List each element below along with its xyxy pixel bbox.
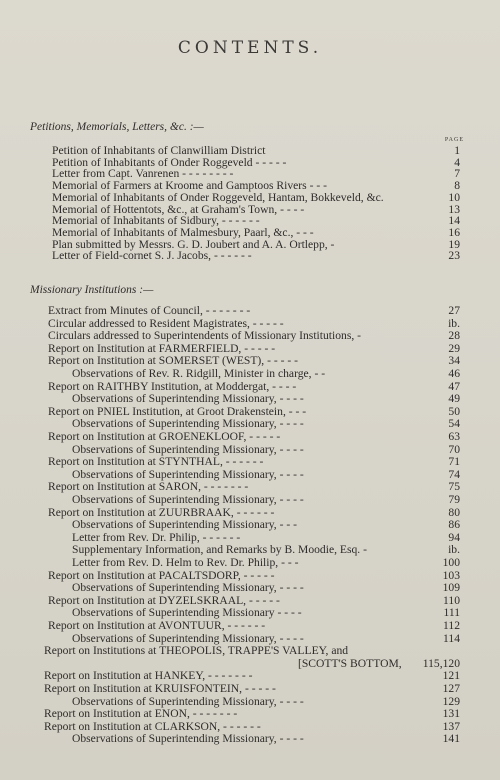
entry-page-number: 103: [442, 568, 460, 582]
entry-title: Memorial of Inhabitants of Malmesbury, Paarl, &c., - - -: [52, 225, 314, 239]
missionary-entry: [0, 469, 500, 481]
petition-entry: [0, 192, 500, 204]
entry-page-number: 111: [443, 606, 460, 620]
entry-page-number: 109: [442, 581, 460, 595]
missionary-entry: [0, 418, 500, 430]
entry-title: Letter of Field-cornet S. J. Jacobs, - - - - - -: [52, 249, 252, 263]
entry-title: Memorial of Inhabitants of Onder Roggeveld, Hantam, Bokkeveld, &c.: [52, 190, 384, 204]
missionary-entry: [0, 570, 500, 582]
entry-title: Report on Institution at HANKEY, - - - - - - -: [44, 669, 253, 683]
missionary-entry: [0, 595, 500, 607]
missionary-entry: [0, 670, 500, 682]
missionary-entry: [0, 532, 500, 544]
entry-title: Observations of Superintending Missionary, - - - -: [72, 467, 304, 481]
entry-title: Letter from Rev. Dr. Philip, - - - - - -: [72, 530, 241, 544]
missionary-entry: [0, 456, 500, 468]
entry-title: Report on PNIEL Institution, at Groot Drakenstein, - - -: [48, 404, 307, 418]
entry-page-number: 121: [442, 669, 460, 683]
entry-page-number: 115,120: [422, 656, 460, 670]
entry-page-number: 50: [448, 404, 460, 418]
entry-page-number: ib.: [448, 316, 460, 330]
entry-title: Report on Institution at ZUURBRAAK, - - - - - -: [48, 505, 275, 519]
entry-page-number: 79: [448, 493, 460, 506]
entry-page-number: 129: [442, 694, 460, 708]
missionary-entry: [0, 431, 500, 443]
entry-title: Observations of Superintending Missionary, - - - -: [72, 417, 304, 431]
entry-page-number: 7: [454, 167, 460, 181]
missionary-entry: [0, 343, 500, 355]
entry-title: Letter from Capt. Vanrenen - - - - - - - -: [52, 167, 234, 181]
page-title: CONTENTS.: [177, 38, 323, 58]
entry-title: Circular addressed to Resident Magistrates, - - - - -: [48, 316, 284, 330]
missionary-entry: [0, 507, 500, 519]
entry-title: Supplementary Information, and Remarks by B. Moodie, Esq. -: [72, 543, 367, 557]
entry-page-number: 75: [448, 480, 460, 494]
entry-title: Observations of Superintending Missionary, - - - -: [72, 392, 304, 406]
missionary-entry: [0, 381, 500, 393]
entry-title: Observations of Superintending Missionary, - - - -: [72, 732, 304, 746]
entry-title: Observations of Superintending Missionary - - - -: [72, 606, 302, 620]
entry-title: Report on Institution at FARMERFIELD, - - - - -: [48, 341, 276, 355]
entry-page-number: 137: [442, 719, 460, 733]
entry-title: Report on Institution at AVONTUUR, - - - - - -: [48, 619, 266, 632]
entry-title: Report on Institution at ENON, - - - - - - -: [44, 707, 238, 721]
entry-page-number: ib.: [448, 543, 460, 557]
entry-title: Observations of Superintending Missionary, - - - -: [72, 493, 304, 506]
entry-title: Report on Institution at SOMERSET (WEST), - - - - -: [48, 354, 298, 368]
entry-title: Memorial of Farmers at Kroome and Gamptoos Rivers - - -: [52, 179, 327, 193]
missionary-entry: [0, 494, 500, 506]
entry-title: Letter from Rev. D. Helm to Rev. Dr. Philip, - - -: [72, 556, 299, 569]
entry-title: Report on Institution at KRUISFONTEIN, - - - - -: [44, 682, 276, 695]
entry-page-number: 114: [443, 631, 460, 645]
entry-page-number: 8: [454, 179, 460, 193]
missionary-entry: [0, 733, 500, 745]
section-heading-petitions: Petitions, Memorials, Letters, &c. :—: [30, 121, 204, 133]
entry-page-number: 16: [448, 225, 460, 239]
entry-title: Report on Institutions at THEOPOLIS, TRAPPE'S VALLEY, and: [44, 644, 349, 658]
entry-page-number: 13: [448, 202, 460, 216]
entry-page-number: 1: [454, 144, 460, 157]
entry-title: Report on Institution at DYZELSKRAAL, - - - - -: [48, 593, 280, 607]
missionary-entry: [0, 683, 500, 695]
missionary-entry: [0, 481, 500, 493]
missionary-entry: [0, 393, 500, 405]
entry-page-number: 131: [442, 707, 460, 721]
missionary-entry: [0, 355, 500, 367]
entry-page-number: 74: [448, 467, 460, 481]
entry-page-number: 70: [448, 442, 460, 456]
missionary-entry: [0, 557, 500, 569]
entry-page-number: 34: [448, 354, 460, 368]
entry-title: Observations of Superintending Missionary, - - - -: [72, 442, 304, 456]
entry-title: Report on Institution at STYNTHAL, - - - - - -: [48, 455, 264, 469]
missionary-entry: [0, 645, 500, 657]
entry-page-number: 46: [448, 367, 460, 380]
entry-page-number: 141: [442, 732, 460, 746]
entry-title: Observations of Superintending Missionary, - - - -: [72, 631, 304, 645]
missionary-entry: [0, 330, 500, 342]
missionary-entry: [0, 318, 500, 330]
entry-title: Plan submitted by Messrs. G. D. Joubert and A. A. Ortlepp, -: [52, 237, 335, 251]
entry-title: Report on RAITHBY Institution, at Moddergat, - - - -: [48, 379, 297, 393]
entry-page-number: 94: [448, 530, 460, 544]
entry-title: Petition of Inhabitants of Onder Roggeveld - - - - -: [52, 155, 287, 169]
entry-title: Report on Institution at PACALTSDORP, - - - - -: [48, 568, 275, 582]
section-heading-missionary: Missionary Institutions :—: [30, 284, 154, 296]
entry-title: Extract from Minutes of Council, - - - - - - -: [48, 304, 251, 317]
missionary-entry: [0, 721, 500, 733]
entry-page-number: 49: [448, 392, 460, 406]
entry-page-number: 27: [448, 304, 460, 317]
entry-page-number: 14: [448, 214, 460, 228]
entry-page-number: 28: [448, 329, 460, 343]
missionary-entry: [0, 620, 500, 632]
entry-title: Observations of Superintending Missionary, - - - -: [72, 694, 304, 708]
entry-page-number: 86: [448, 518, 460, 532]
entry-title: Observations of Superintending Missionary, - - - -: [72, 581, 304, 595]
missionary-entry: [0, 444, 500, 456]
missionary-entry: [0, 544, 500, 556]
entry-page-number: 63: [448, 430, 460, 443]
missionary-entry: [0, 519, 500, 531]
entry-title: Memorial of Inhabitants of Sidbury, - - - - - -: [52, 214, 260, 228]
entry-page-number: 112: [443, 619, 460, 632]
missionary-entry: [0, 696, 500, 708]
entry-page-number: 80: [448, 505, 460, 519]
entry-page-number: 29: [448, 341, 460, 355]
entry-page-number: 71: [448, 455, 460, 469]
missionary-entry: [0, 633, 500, 645]
entry-title: [SCOTT'S BOTTOM,: [298, 656, 402, 670]
missionary-entry: [0, 582, 500, 594]
petition-entry: [0, 250, 500, 262]
missionary-entry: [0, 368, 500, 380]
entry-title: Observations of Superintending Missionary, - - -: [72, 518, 297, 532]
entry-page-number: 47: [448, 379, 460, 393]
entry-title: Observations of Rev. R. Ridgill, Minister in charge, - -: [72, 367, 326, 380]
missionary-entry: [0, 406, 500, 418]
entry-page-number: 19: [448, 237, 460, 251]
entry-page-number: 110: [443, 593, 460, 607]
missionary-entry: [0, 658, 500, 670]
entry-title: Report on Institution at CLARKSON, - - - - - -: [44, 719, 261, 733]
page-column-label: PAGE: [444, 137, 464, 143]
entry-title: Petition of Inhabitants of Clanwilliam District: [52, 144, 266, 157]
missionary-entry: [0, 708, 500, 720]
entry-page-number: 100: [442, 556, 460, 569]
entry-title: Circulars addressed to Superintendents of Missionary Institutions, -: [48, 329, 361, 343]
missionary-entry: [0, 305, 500, 317]
entry-title: Memorial of Hottentots, &c., at Graham's Town, - - - -: [52, 202, 305, 216]
entry-page-number: 23: [448, 249, 460, 263]
entry-page-number: 10: [448, 190, 460, 204]
entry-page-number: 127: [442, 682, 460, 695]
entry-page-number: 54: [448, 417, 460, 431]
entry-title: Report on Institution at SARON, - - - - - - -: [48, 480, 249, 494]
entry-page-number: 4: [454, 155, 460, 169]
entry-title: Report on Institution at GROENEKLOOF, - - - - -: [48, 430, 281, 443]
missionary-entry: [0, 607, 500, 619]
